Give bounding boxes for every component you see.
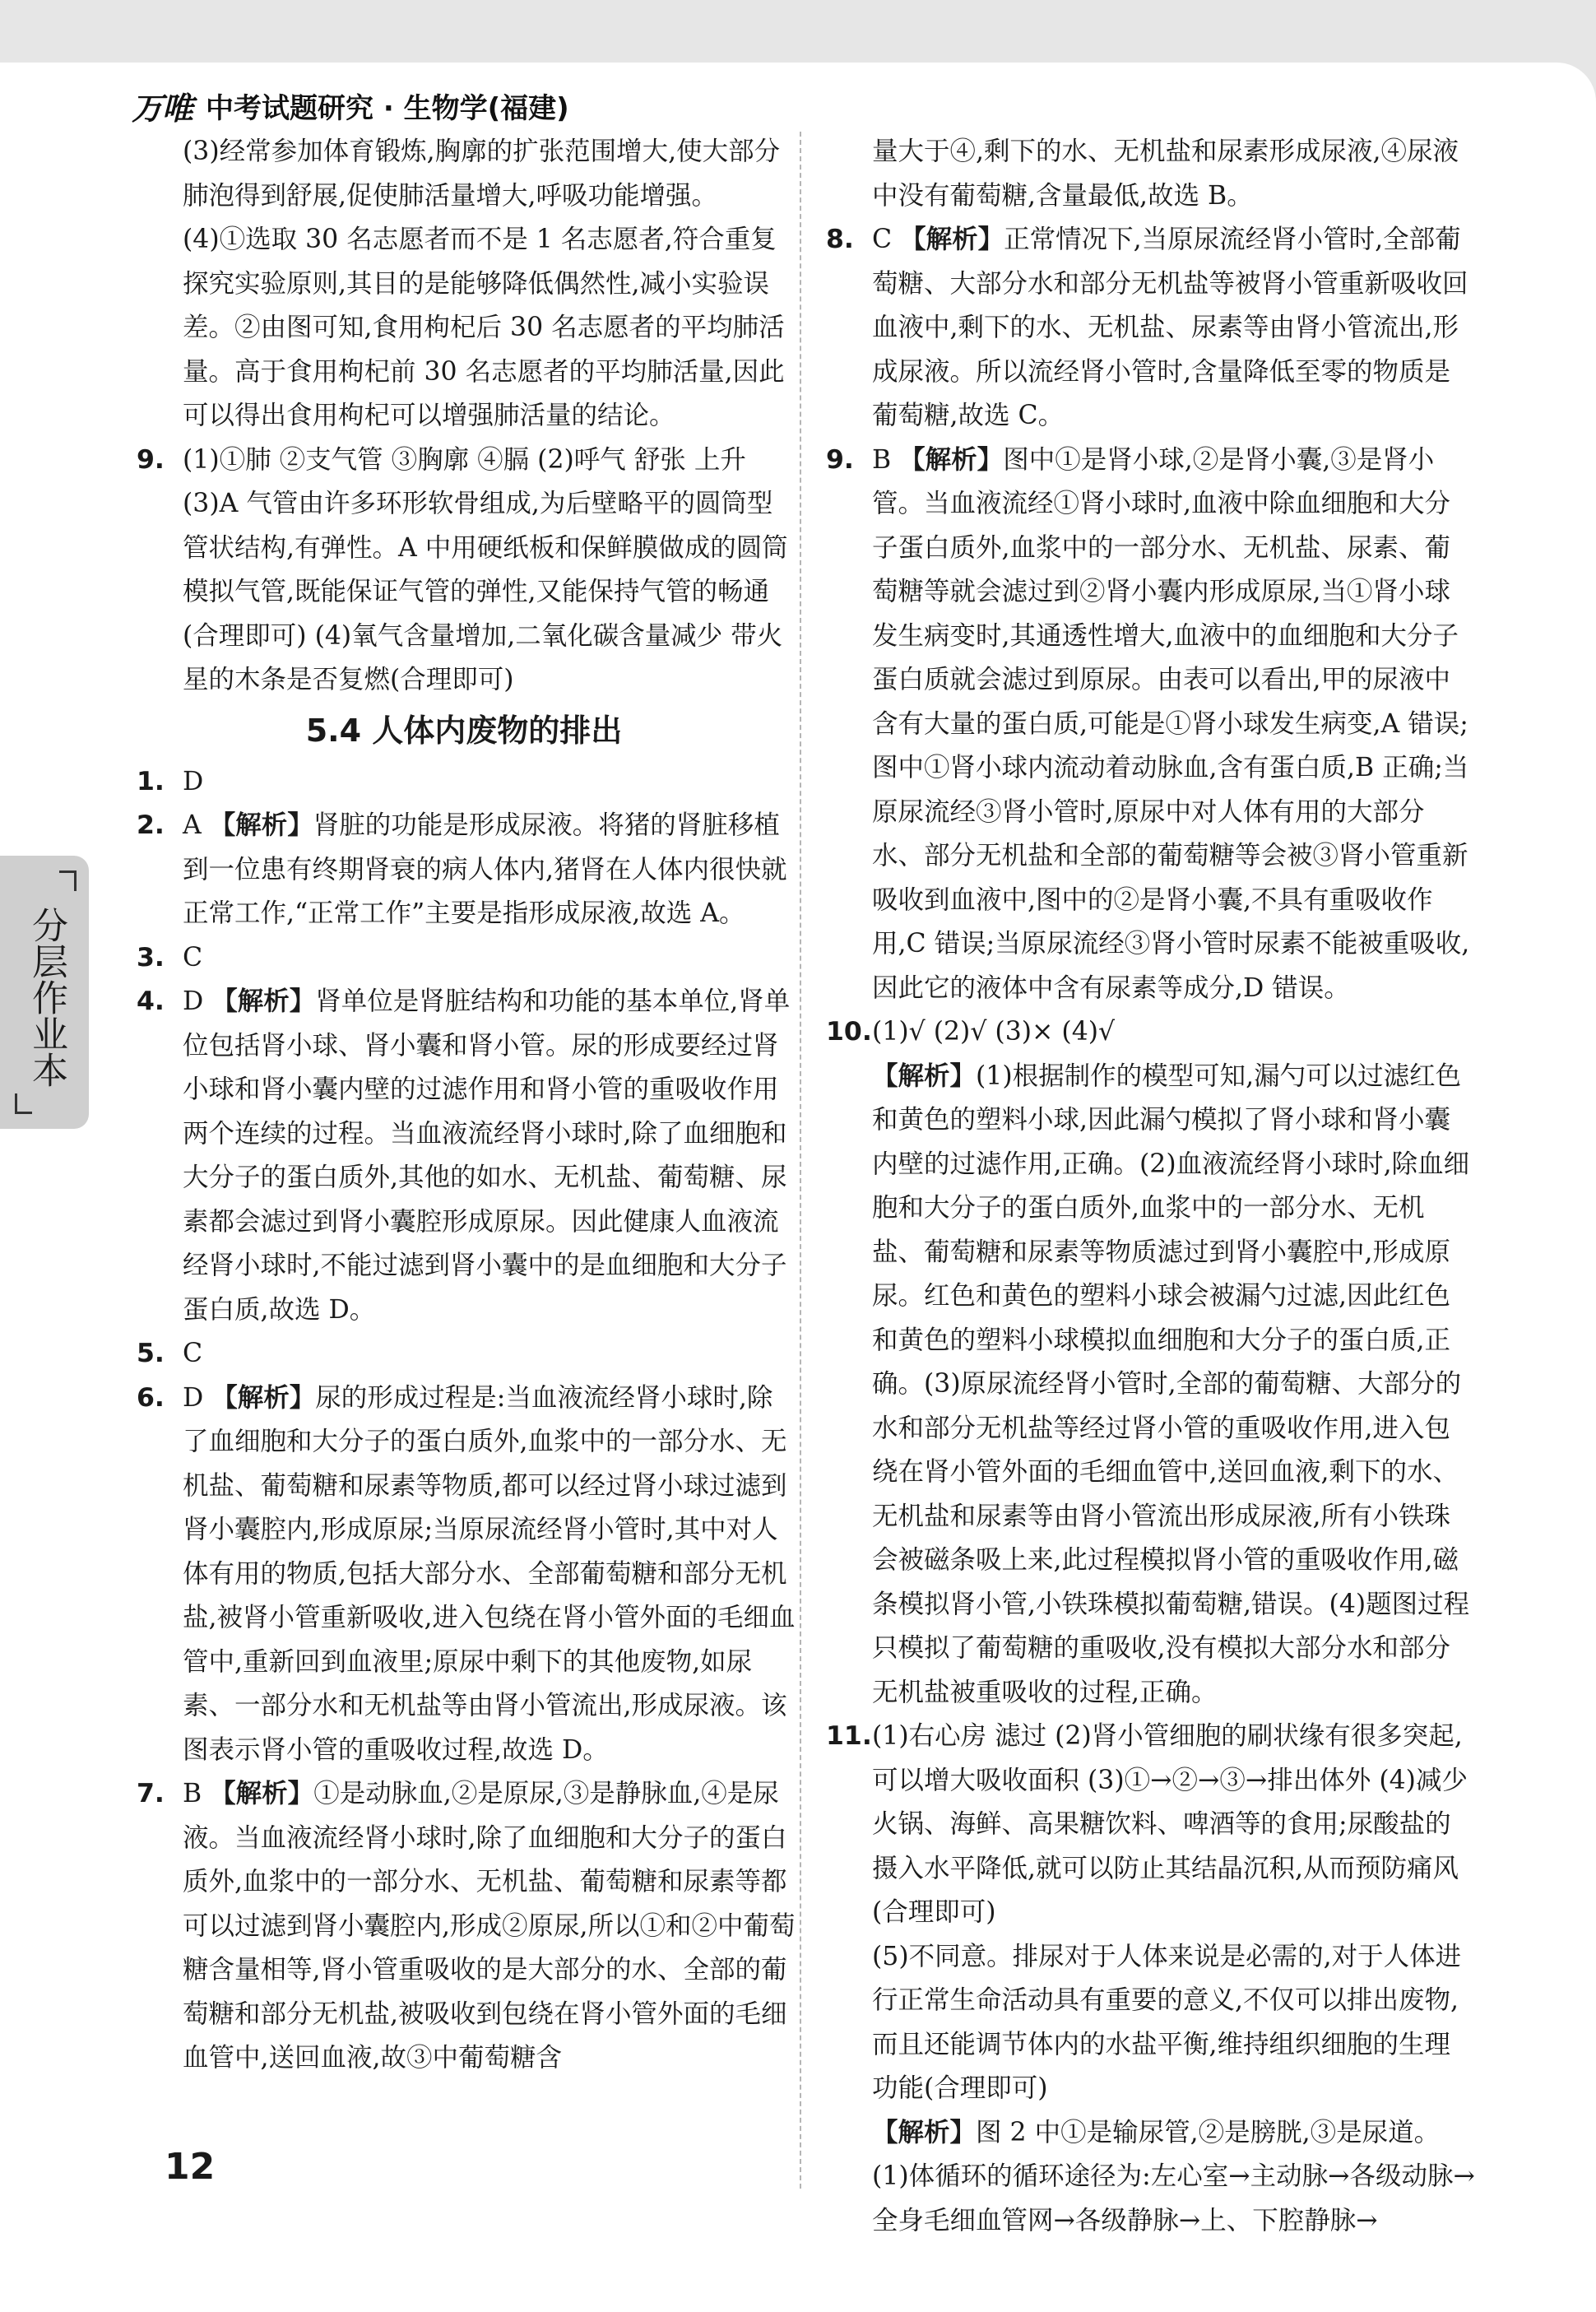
page-number: 12 [165,2146,216,2188]
item-answer: B [183,1779,202,1808]
answer-paragraph: (4)①选取 30 名志愿者而不是 1 名志愿者,符合重复探究实验原则,其目的是能够降低偶然性,减小实验误差。②由图可知,食用枸杞后 30 名志愿者的平均肺活量。高于食用枸杞前 30 名志愿者的平均肺活量,因此可以得出食用枸杞可以增强肺活量的结论。 [183,225,785,430]
item-text: 肾单位是肾脏结构和功能的基本单位,肾单位包括肾小球、肾小囊和肾小管。尿的形成要经过肾小球和肾小囊内壁的过滤作用和肾小管的重吸收作用两个连续的过程。当血液流经肾小球时,除了血细胞和大分子的蛋白质外,其他的如水、无机盐、葡萄糖、尿素都会滤过到肾小囊腔形成原尿。因此健康人血液流经肾小球时,不能过滤到肾小囊中的是血细胞和大分子蛋白质,故选 D。 [183,987,791,1325]
item-text: (1)√ (2)√ (3)× (4)√ [872,1017,1116,1047]
item-number: 6. [137,1382,165,1413]
analysis-paragraph [821,2111,1475,2244]
side-tab [0,856,89,1129]
item-text: 图 2 中①是输尿管,②是膀胱,③是尿道。(1)体循环的循环途径为:左心室→主动脉→各级动脉→全身毛细血管网→各级静脉→上、下腔静脉→ [872,2117,1475,2235]
analysis-label: 【解析】 [872,1061,977,1091]
item-number: 1. [137,766,165,796]
item-text: (1)①肺 ②支气管 ③胸廓 ④膈 (2)呼气 舒张 上升 (3)A 气管由许多环形软骨组成,为后壁略平的圆筒型管状结构,有弹性。A 中用硬纸板和保鲜膜做成的圆筒模拟气管,既能保证气管的弹性,又能保持气管的畅通(合理即可) (4)氧气含量增加,二氧化碳含量减少 带火星的木条是否复燃(合理即可) [183,444,788,694]
item-number: 9. [826,444,854,475]
right-column [821,130,1475,2243]
bracket-mark [59,870,77,891]
analysis-label: 【解析】 [872,2117,977,2147]
side-tab-label: 分层作业本 [26,907,67,1088]
analysis-label: 【解析】 [211,1382,316,1413]
answer-item-9b [821,439,1475,1011]
answer-item-4 [132,980,796,1332]
analysis-label: 【解析】 [210,1779,314,1808]
bracket-mark [15,1093,32,1114]
answer-item-1 [132,760,796,805]
analysis-label: 【解析】 [900,225,1004,254]
item-text: 图中①是肾小球,②是肾小囊,③是肾小管。当血液流经①肾小球时,血液中除血细胞和大分子蛋白质外,血浆中的一部分水、无机盐、尿素、葡萄糖等就会滤过到②肾小囊内形成原尿,当①肾小球发生病变时,其通透性增大,血液中的血细胞和大分子蛋白质就会滤过到原尿。由表可以看出,甲的尿液中含有大量的蛋白质,可能是①肾小球发生病变,A 错误;图中①肾小球内流动着动脉血,含有蛋白质,B 正确;当原尿流经③肾小管时,原尿中对人体有用的大部分水、部分无机盐和全部的葡萄糖等会被③肾小管重新吸收到血液中,图中的②是肾小囊,不具有重吸收作用,C 错误;当原尿流经③肾小管时尿素不能被重吸收,因此它的液体中含有尿素等成分,D 错误。 [872,444,1470,1003]
answer-paragraph: (3)经常参加体育锻炼,胸廓的扩张范围增大,使大部分肺泡得到舒展,促使肺活量增大,呼吸功能增强。 [183,137,781,211]
analysis-label: 【解析】 [209,810,313,840]
item-answer: B [872,444,892,475]
answer-item-3 [132,936,796,981]
answer-paragraph: (5)不同意。排尿对于人体来说是必需的,对于人体进行正常生命活动具有重要的意义,不仅可以排出废物,而且还能调节体内的水盐平衡,维持组织细胞的生理功能(合理即可) [872,1941,1462,2103]
item-number: 8. [826,225,854,254]
section-title: 5.4 人体内废物的排出 [305,712,623,749]
item-text: C [183,1339,203,1368]
item-text: 尿的形成过程是:当血液流经肾小球时,除了血细胞和大分子的蛋白质外,血浆中的一部分水、无机盐、葡萄糖和尿素等物质,都可以经过肾小球过滤到肾小囊腔内,形成原尿;当原尿流经肾小管时,其中对人体有用的物质,包括大部分水、全部葡萄糖和部分无机盐,被肾小管重新吸收,进入包绕在肾小管外面的毛细血管中,重新回到血液里;原尿中剩下的其他废物,如尿素、一部分水和无机盐等由肾小管流出,形成尿液。该图表示肾小管的重吸收过程,故选 D。 [183,1382,796,1765]
item-text: D [183,766,204,796]
column-divider [800,132,801,2189]
brand-logo: 万唯 [132,90,193,127]
answer-item-5 [132,1332,796,1377]
item-number: 4. [137,987,165,1016]
left-column [132,130,796,2081]
item-number: 3. [137,942,165,973]
item-text: (1)根据制作的模型可知,漏勺可以过滤红色和黄色的塑料小球,因此漏勺模拟了肾小球和肾小囊内壁的过滤作用,正确。(2)血液流经肾小球时,除血细胞和大分子的蛋白质外,血浆中的一部分水、无机盐、葡萄糖和尿素等物质滤过到肾小囊腔中,形成原尿。红色和黄色的塑料小球会被漏勺过滤,因此红色和黄色的塑料小球模拟血细胞和大分子的蛋白质,正确。(3)原尿流经肾小管时,全部的葡萄糖、大部分的水和部分无机盐等经过肾小管的重吸收作用,进入包绕在肾小管外面的毛细血管中,送回血液,剩下的水、无机盐和尿素等由肾小管流出形成尿液,所有小铁珠会被磁条吸上来,此过程模拟肾小管的重吸收作用,磁条模拟肾小管,小铁珠模拟葡萄糖,错误。(4)题图过程只模拟了葡萄糖的重吸收,没有模拟大部分水和部分无机盐被重吸收的过程,正确。 [872,1061,1470,1707]
item-number: 10. [826,1017,872,1047]
item-answer: A [183,810,202,840]
item-answer: D [183,1382,204,1413]
book-title: 中考试题研究 · 生物学(福建) [206,91,569,125]
answer-item-2 [132,804,796,936]
item-number: 7. [137,1779,165,1808]
analysis-label: 【解析】 [211,987,316,1016]
item-text: (1)右心房 滤过 (2)肾小管细胞的刷状缘有很多突起,可以增大吸收面积 (3)①→②→③→排出体外 (4)减少火锅、海鲜、高果糖饮料、啤酒等的食用;尿酸盐的摄入水平降低,就可以防止其结晶沉积,从而预防痛风(合理即可) [872,1721,1468,1927]
item-text: 肾脏的功能是形成尿液。将猪的肾脏移植到一位患有终期肾衰的病人体内,猪肾在人体内很快就正常工作,“正常工作”主要是指形成尿液,故选 A。 [183,810,787,928]
item-number: 11. [826,1721,872,1751]
item-number: 9. [137,444,165,475]
item-number: 5. [137,1339,165,1368]
item-text: ①是动脉血,②是原尿,③是静脉血,④是尿液。当血液流经肾小球时,除了血细胞和大分子的蛋白质外,血浆中的一部分水、无机盐、葡萄糖和尿素等都可以过滤到肾小囊腔内,形成②原尿,所以①和②中葡萄糖含量相等,肾小管重吸收的是大部分的水、全部的葡萄糖和部分无机盐,被吸收到包绕在肾小管外面的毛细血管中,送回血液,故③中葡萄糖含 [183,1779,796,2073]
answer-item-7 [132,1772,796,2081]
item-answer: D [183,987,204,1016]
page-header [132,81,569,130]
answer-item-8 [821,218,1475,439]
item-number: 2. [137,810,165,840]
answer-item-10 [821,1010,1475,1055]
analysis-paragraph [821,1055,1475,1715]
answer-paragraph: 量大于④,剩下的水、无机盐和尿素形成尿液,④尿液中没有葡萄糖,含量最低,故选 B。 [872,137,1459,211]
analysis-label: 【解析】 [899,444,1004,475]
answer-item-11 [821,1715,1475,1935]
item-answer: C [872,225,893,254]
item-text: 正常情况下,当原尿流经肾小管时,全部葡萄糖、大部分水和部分无机盐等被肾小管重新吸收回血液中,剩下的水、无机盐、尿素等由肾小管流出,形成尿液。所以流经肾小管时,含量降低至零的物质是葡萄糖,故选 C。 [872,225,1468,430]
answer-item-9 [132,439,796,703]
answer-item-6 [132,1377,796,1773]
item-text: C [183,942,203,973]
